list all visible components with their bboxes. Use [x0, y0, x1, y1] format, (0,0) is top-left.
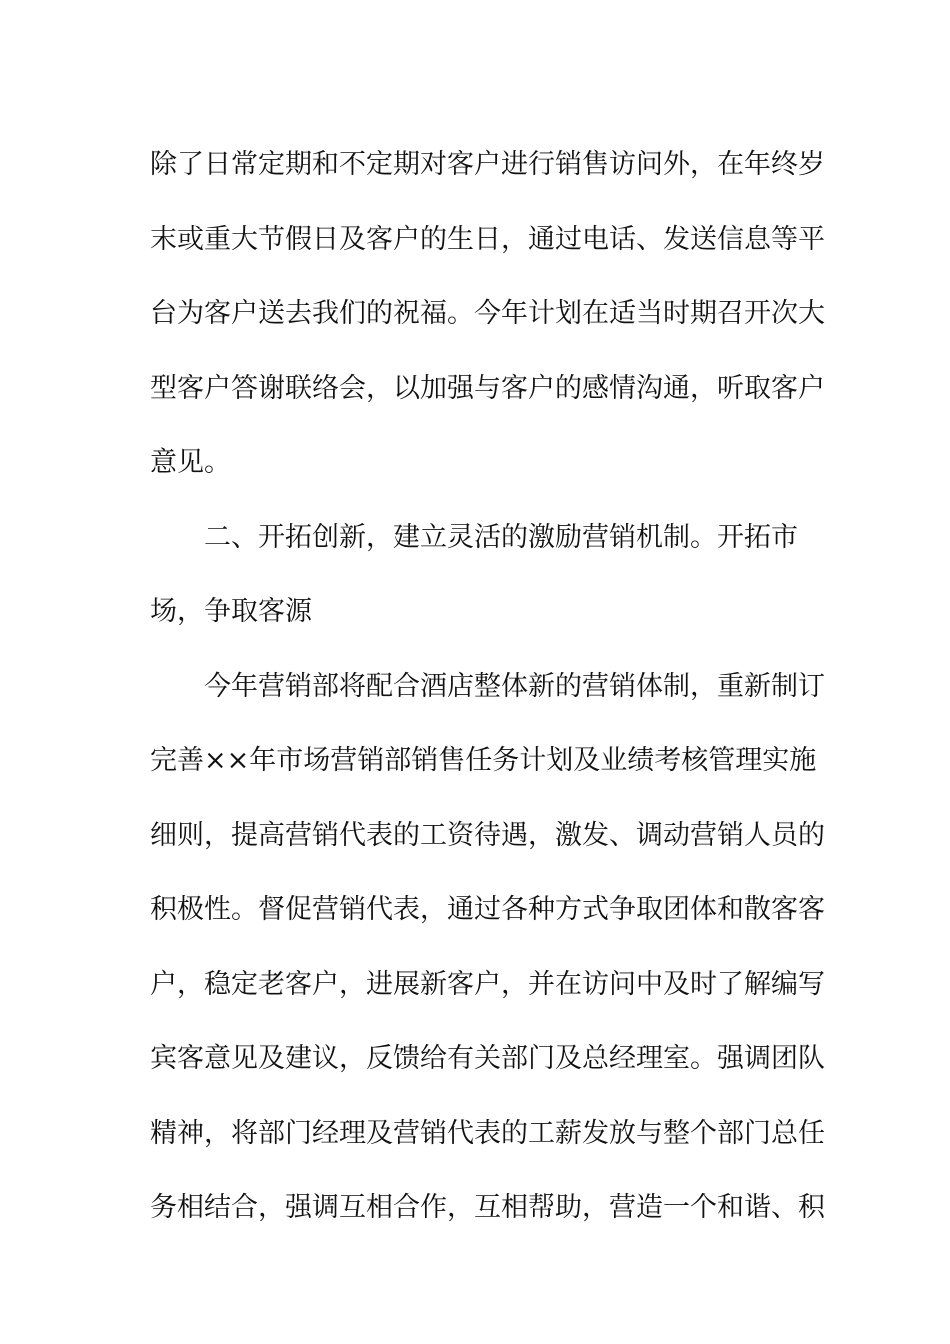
paragraph-line: 户，稳定老客户，进展新客户，并在访问中及时了解编写 [150, 968, 825, 1000]
document-body [150, 128, 825, 1246]
section-heading-line: 场，争取客源 [150, 596, 312, 627]
paragraph-line: 型客户答谢联络会，以加强与客户的感情沟通，听取客户 [150, 372, 825, 404]
paragraph-line: 精神，将部门经理及营销代表的工薪发放与整个部门总任 [150, 1117, 825, 1149]
section-heading-line: 二、开拓创新，建立灵活的激励营销机制。开拓市 [204, 521, 798, 553]
paragraph-line: 务相结合，强调互相合作，互相帮助，营造一个和谐、积 [150, 1192, 825, 1223]
paragraph-line: 台为客户送去我们的祝福。今年计划在适当时期召开次大 [150, 298, 825, 329]
paragraph-line: 宾客意见及建议，反馈给有关部门及总经理室。强调团队 [150, 1043, 825, 1074]
paragraph-line: 细则，提高营销代表的工资待遇，激发、调动营销人员的 [150, 819, 825, 851]
paragraph-line: 末或重大节假日及客户的生日，通过电话、发送信息等平 [150, 223, 825, 255]
paragraph-line: 积极性。督促营销代表，通过各种方式争取团体和散客客 [150, 894, 825, 925]
paragraph-line: 完善××年市场营销部销售任务计划及业绩考核管理实施 [150, 745, 817, 776]
paragraph-line: 除了日常定期和不定期对客户进行销售访问外，在年终岁 [150, 149, 825, 180]
paragraph-line: 意见。 [150, 447, 231, 478]
paragraph-line: 今年营销部将配合酒店整体新的营销体制，重新制订 [204, 670, 825, 702]
